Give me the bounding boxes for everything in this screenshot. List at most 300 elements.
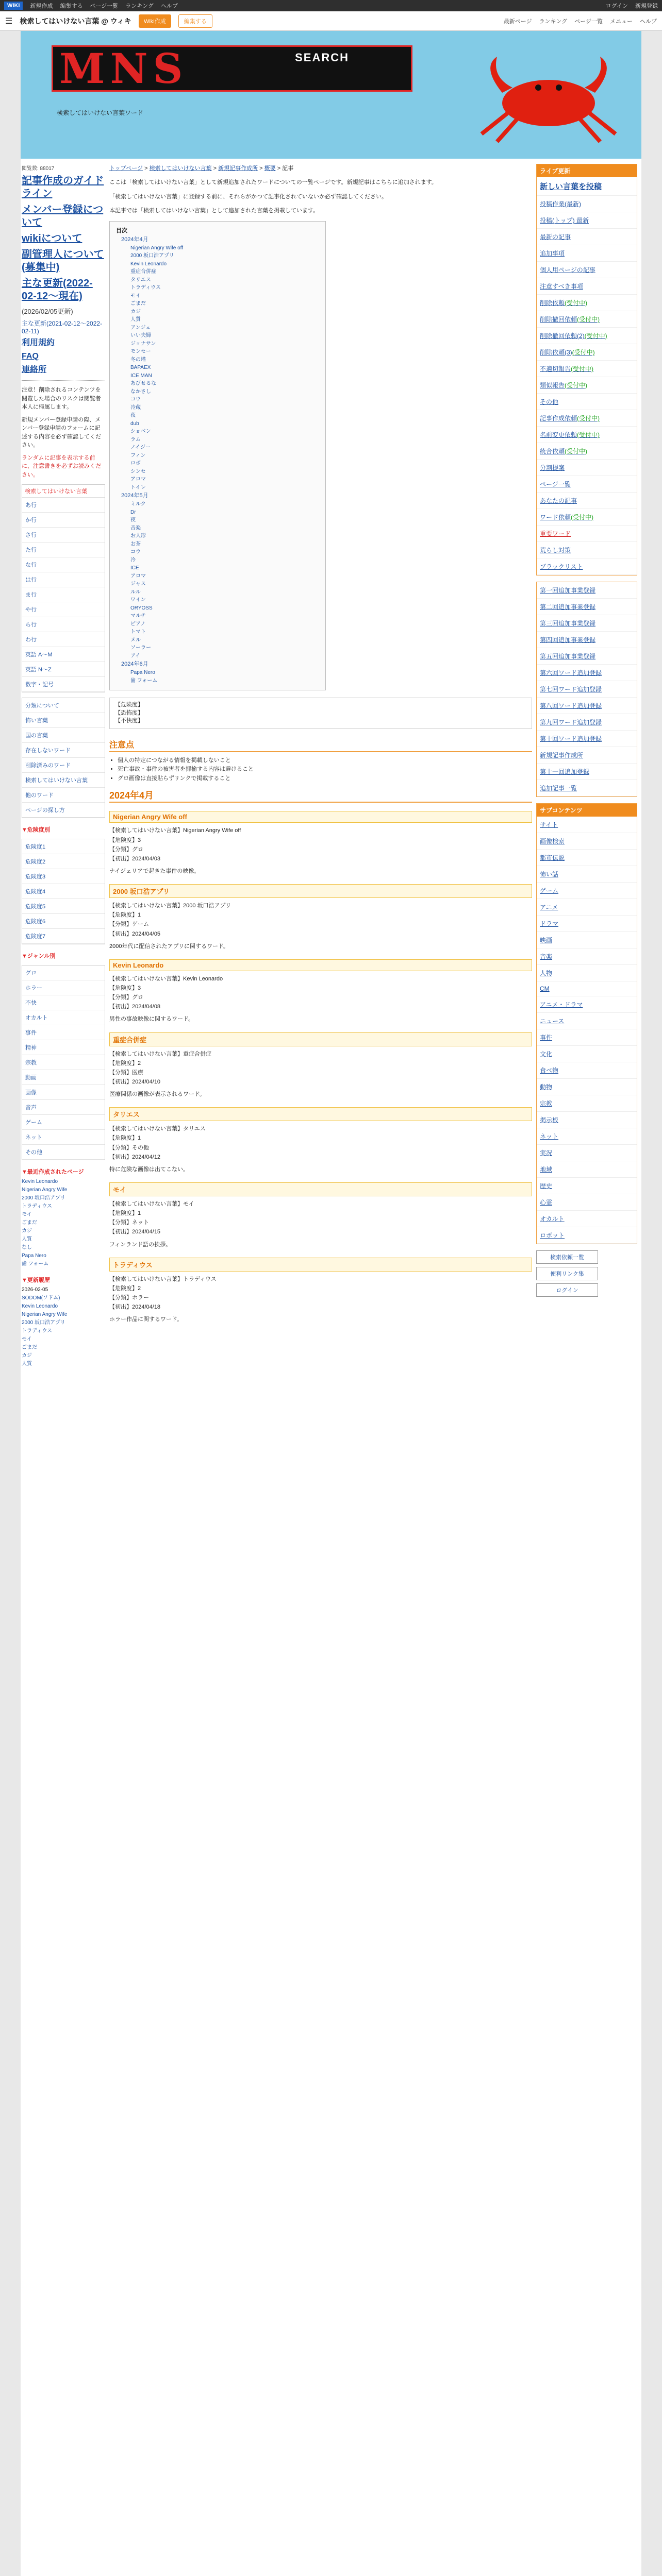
toc-heading[interactable]: 2024年4月	[121, 236, 148, 243]
kana-link[interactable]: た行	[22, 543, 105, 557]
old-updates-link[interactable]: 主な更新(2021-02-12～2022-02-11)	[22, 320, 103, 335]
toc-link[interactable]: ジャス	[130, 581, 146, 587]
topbar-link[interactable]: ヘルプ	[160, 3, 178, 9]
sidebar-link[interactable]	[537, 328, 637, 344]
toc-link[interactable]: Papa Nero	[130, 670, 155, 676]
sub-content-link[interactable]: 掲示板	[537, 1112, 637, 1128]
sub-content-link[interactable]: サイト	[537, 817, 637, 833]
registration-link[interactable]: 第五回追加事業登録	[537, 648, 637, 665]
history-link[interactable]: トラディウス	[22, 1328, 52, 1334]
kana-link[interactable]: 英語 A～M	[22, 647, 105, 662]
danger-level-link[interactable]: 危険度5	[22, 899, 105, 914]
toc-link[interactable]: トイレ	[130, 484, 146, 490]
toc-link[interactable]: アンジェ	[130, 325, 151, 331]
sidebar-link-label: ワード依頼	[540, 514, 571, 521]
danger-level-link[interactable]: 危険度1	[22, 839, 105, 854]
toc-link[interactable]: ジョナサン	[130, 341, 156, 347]
entry-line: 【初出】2024/04/18	[109, 1304, 161, 1311]
registration-link[interactable]: 第一回追加事業登録	[537, 582, 637, 599]
toc-link[interactable]: 夜	[130, 517, 136, 523]
genre-link[interactable]: 音声	[22, 1100, 105, 1115]
entry-description: 男性の事故映像に関するワード。	[109, 1016, 194, 1023]
entry-line: 【初出】2024/04/05	[109, 930, 161, 937]
toc-link[interactable]: ごまだ	[130, 301, 146, 307]
entry-line: 【危険度】3	[109, 837, 141, 843]
intro-text: 「検索してはいけない言葉」に登録する前に、それらがかつて記事化されていないか必ず確認してください。	[109, 193, 387, 200]
entry-title: 2000 坂口浩アプリ	[109, 884, 532, 898]
toc-link[interactable]: ラム	[130, 436, 141, 443]
guideline-link[interactable]: 記事作成のガイドライン	[22, 175, 104, 199]
entry-body	[109, 1199, 532, 1249]
recent-page-link[interactable]: Kevin Leonardo	[22, 1179, 58, 1184]
entry-line: 【危険度】3	[109, 985, 141, 991]
sub-content-link[interactable]: 人物	[537, 965, 637, 981]
sub-content-link[interactable]: ロボット	[537, 1227, 637, 1244]
status-badge: (受付中)	[577, 431, 600, 438]
toc-link[interactable]: 夜	[130, 413, 136, 419]
nav-menu[interactable]: メニュー	[610, 18, 633, 25]
wiki-brand-link[interactable]: WIKI	[4, 2, 23, 10]
toc-link[interactable]: お茶	[130, 541, 141, 547]
site-header	[21, 31, 641, 159]
sidebar-link[interactable]	[537, 460, 637, 476]
genre-link[interactable]: グロ	[22, 965, 105, 980]
sub-content-link[interactable]: 音楽	[537, 948, 637, 965]
sidebar-link[interactable]	[537, 278, 637, 295]
sidebar-link[interactable]	[537, 476, 637, 493]
info-table	[109, 698, 532, 728]
left-sidebar	[22, 164, 105, 1368]
sidebar-link-label: 新しい言葉を投稿	[540, 182, 602, 191]
toc-link[interactable]: トマト	[130, 629, 146, 635]
toc-link[interactable]: BAPAEX	[130, 365, 151, 371]
toc-link[interactable]: アロマ	[130, 573, 146, 579]
sub-content-link[interactable]: 怖い話	[537, 866, 637, 883]
kana-link[interactable]: ら行	[22, 617, 105, 632]
category-link[interactable]: 削除済みのワード	[22, 758, 105, 773]
toc-link[interactable]: dub	[130, 420, 139, 427]
recent-page-link[interactable]: ごまだ	[22, 1220, 37, 1226]
entry-line: 【初出】2024/04/12	[109, 1154, 161, 1160]
danger-level-link[interactable]: 危険度2	[22, 854, 105, 869]
category-link[interactable]: 国の言葉	[22, 728, 105, 743]
sub-content-link[interactable]: 食べ物	[537, 1062, 637, 1079]
contact-link[interactable]: 連絡所	[22, 365, 47, 374]
links-button[interactable]: 便利リンク集	[536, 1267, 598, 1280]
kana-link[interactable]: あ行	[22, 498, 105, 513]
update-date: (2026/02/05更新)	[22, 308, 73, 315]
toc-link[interactable]: 重症合併症	[130, 269, 156, 275]
genre-link[interactable]: その他	[22, 1145, 105, 1160]
entry-line: 【危険度】1	[109, 912, 141, 919]
category-link[interactable]: 分類について	[22, 698, 105, 713]
rule-item: • 個人の特定につながる情報を掲載しないこと	[118, 756, 532, 766]
entry-description: 特に危険な画像は出てこない。	[109, 1166, 189, 1173]
edit-button[interactable]: 編集する	[178, 14, 212, 28]
update-history-list	[22, 1286, 105, 1368]
category-link[interactable]: ページの探し方	[22, 803, 105, 818]
major-updates-link[interactable]: 主な更新(2022-02-12～現在)	[22, 278, 93, 302]
registration-link[interactable]: 第十一回追加登録	[537, 764, 637, 780]
sidebar-link[interactable]	[537, 245, 637, 262]
about-wiki-link[interactable]: wikiについて	[22, 233, 82, 244]
sidebar-link[interactable]	[537, 295, 637, 311]
create-wiki-button[interactable]: Wiki作成	[139, 14, 171, 28]
status-badge: (受付中)	[577, 415, 600, 422]
sidebar-link[interactable]	[537, 542, 637, 558]
sub-content-link[interactable]: 文化	[537, 1046, 637, 1062]
nav-page-list[interactable]: ページ一覧	[574, 18, 603, 25]
entry-title: 重症合併症	[109, 1032, 532, 1046]
kana-link[interactable]: な行	[22, 557, 105, 572]
toc-link[interactable]: あびせるな	[130, 381, 156, 387]
recent-page-link[interactable]: モイ	[22, 1212, 32, 1217]
box-title: サブコンテンツ	[537, 804, 637, 817]
registration-link[interactable]: 第二回追加事業登録	[537, 599, 637, 615]
category-link[interactable]: 他のワード	[22, 788, 105, 803]
box-title: ライブ更新	[537, 164, 637, 177]
toc-link[interactable]: 2000 坂口浩アプリ	[130, 253, 174, 259]
toc-link[interactable]: モンセー	[130, 349, 151, 355]
genre-link[interactable]: 不快	[22, 995, 105, 1010]
status-badge: (受付中)	[571, 514, 594, 521]
entry-line: 【分類】その他	[109, 1144, 149, 1151]
entry-title: タリエス	[109, 1107, 532, 1121]
danger-level-link[interactable]: 危険度4	[22, 884, 105, 899]
toc-link[interactable]: マルチ	[130, 613, 146, 619]
sidebar-link-label: 削除依頼(3)	[540, 349, 572, 356]
recent-page-link[interactable]: なし	[22, 1245, 32, 1250]
toc-link[interactable]: タリエス	[130, 277, 151, 283]
entry-body	[109, 826, 532, 876]
rules-heading: 注意点	[109, 738, 532, 752]
breadcrumb-link[interactable]: 検索してはいけない言葉	[149, 165, 212, 172]
category-box	[22, 698, 105, 818]
recent-pages-list	[22, 1178, 105, 1268]
genre-link[interactable]: 画像	[22, 1085, 105, 1100]
divider	[22, 380, 105, 381]
nav-help[interactable]: ヘルプ	[640, 18, 657, 25]
sidebar-link[interactable]	[537, 443, 637, 460]
sub-content-link[interactable]: 映画	[537, 932, 637, 948]
registration-link[interactable]: 第九回ワード追加登録	[537, 714, 637, 731]
sidebar-link[interactable]	[537, 196, 637, 212]
table-of-contents	[109, 221, 326, 691]
registration-link[interactable]: 第六回ワード追加登録	[537, 665, 637, 681]
entry-line: 【検索してはいけない言葉】Nigerian Angry Wife off	[109, 827, 241, 834]
entry-line: 【分類】医療	[109, 1069, 143, 1076]
crab-icon	[471, 52, 626, 144]
sub-content-link[interactable]: 実況	[537, 1145, 637, 1161]
sub-content-link[interactable]: ネット	[537, 1128, 637, 1145]
kana-link[interactable]: ま行	[22, 587, 105, 602]
toc-link[interactable]: 音楽	[130, 525, 141, 531]
registration-link[interactable]: 第十回ワード追加登録	[537, 731, 637, 747]
toc-link[interactable]: アロマ	[130, 477, 146, 483]
sidebar-link[interactable]	[537, 177, 637, 196]
genre-link[interactable]: 動画	[22, 1070, 105, 1085]
toc-list	[116, 244, 319, 492]
login-button[interactable]: ログイン	[536, 1283, 598, 1297]
sidebar-link[interactable]	[537, 558, 637, 575]
entry-title: Nigerian Angry Wife off	[109, 811, 532, 823]
nav-ranking[interactable]: ランキング	[539, 18, 568, 25]
toc-link[interactable]: ノイジー	[130, 445, 151, 451]
sidebar-link-label: ブラックリスト	[540, 563, 583, 570]
genre-link[interactable]: 宗教	[22, 1055, 105, 1070]
toc-link[interactable]: 冷蔵	[130, 404, 141, 411]
topbar-link[interactable]: 編集する	[60, 3, 83, 9]
topbar-link[interactable]: ランキング	[125, 3, 154, 9]
site-bar	[0, 11, 662, 31]
entry-line: 【分類】ゲーム	[109, 921, 149, 928]
month-heading: 2024年4月	[109, 788, 532, 803]
genre-link[interactable]: 事件	[22, 1025, 105, 1040]
entry-title: モイ	[109, 1182, 532, 1196]
sidebar-link[interactable]	[537, 394, 637, 410]
live-update-box	[536, 164, 637, 575]
sub-content-link[interactable]: 事件	[537, 1029, 637, 1046]
status-badge: (受付中)	[577, 316, 600, 323]
sidebar-link-label: 最新の記事	[540, 233, 571, 241]
section-title: ▼ジャンル別	[22, 953, 56, 959]
section-title: ▼最近作成されたページ	[22, 1169, 84, 1175]
sidebar-link-label: ページ一覧	[540, 481, 571, 488]
entry-body	[109, 1049, 532, 1099]
history-link[interactable]: Kevin Leonardo	[22, 1303, 58, 1309]
toc-link[interactable]: Nigerian Angry Wife off	[130, 245, 184, 251]
sidebar-link[interactable]	[537, 262, 637, 278]
toc-link[interactable]: 冷	[130, 557, 136, 563]
sidebar-link[interactable]	[537, 410, 637, 427]
toc-link[interactable]: Dr	[130, 509, 136, 515]
sidebar-link-label: 重要ワード	[540, 530, 571, 537]
table-row: 【危険度】	[115, 702, 143, 708]
sub-content-link[interactable]: ニュース	[537, 1013, 637, 1029]
status-badge: (受付中)	[584, 332, 607, 340]
registration-link[interactable]: 第八回ワード追加登録	[537, 698, 637, 714]
category-link[interactable]: 存在しないワード	[22, 743, 105, 758]
entry-description: ホラー作品に関するワード。	[109, 1316, 183, 1323]
toc-link[interactable]: 人質	[130, 317, 141, 323]
danger-level-link[interactable]: 危険度3	[22, 869, 105, 884]
toc-link[interactable]: アイ	[130, 653, 141, 659]
sidebar-link-label: 名前変更依頼	[540, 431, 577, 438]
sub-content-link[interactable]: アニメ・ドラマ	[537, 996, 637, 1013]
faq-link[interactable]: FAQ	[22, 352, 39, 361]
sidebar-link[interactable]	[537, 344, 637, 361]
toc-link[interactable]: メル	[130, 637, 141, 643]
sub-content-link[interactable]: オカルト	[537, 1211, 637, 1227]
toc-link[interactable]: ICE MAN	[130, 372, 152, 379]
kana-index-box	[22, 484, 105, 692]
toc-link[interactable]: ピアノ	[130, 621, 146, 627]
danger-level-link[interactable]: 危険度7	[22, 929, 105, 944]
topbar-link[interactable]: 新規作成	[30, 3, 53, 9]
history-link[interactable]: 2000 坂口浩アプリ	[22, 1320, 65, 1326]
login-link[interactable]: ログイン	[605, 3, 628, 9]
sidebar-link-label: 投稿作業(最新)	[540, 200, 581, 208]
toc-link[interactable]: いい夫婦	[130, 333, 151, 339]
toc-link[interactable]: ルル	[130, 589, 141, 595]
notice-text: 新規メンバー登録申請の際、メンバー登録申請のフォームに記述する内容を必ず確認してください。	[22, 416, 101, 448]
sub-content-link[interactable]: アニメ	[537, 899, 637, 916]
toc-link[interactable]: ショベン	[130, 429, 151, 435]
toc-link[interactable]: モイ	[130, 293, 141, 299]
toc-link[interactable]: ワイン	[130, 597, 146, 603]
toc-link[interactable]: トラディウス	[130, 285, 161, 291]
register-link[interactable]: 新規登録	[635, 3, 658, 9]
sidebar-link[interactable]	[537, 509, 637, 526]
kana-link[interactable]: 英語 N～Z	[22, 662, 105, 677]
toc-link[interactable]: お人形	[130, 533, 146, 539]
sub-content-link[interactable]: 地域	[537, 1161, 637, 1178]
recent-page-link[interactable]: 2000 坂口浩アプリ	[22, 1195, 65, 1201]
registration-link[interactable]: 第三回追加事業登録	[537, 615, 637, 632]
site-logo[interactable]	[52, 45, 412, 92]
entry-line: 【分類】グロ	[109, 994, 143, 1001]
entry-line: 【分類】グロ	[109, 846, 143, 853]
genre-link[interactable]: 精神	[22, 1040, 105, 1055]
entry-line: 【分類】ホラー	[109, 1294, 149, 1301]
entry-description: 医療関係の画像が表示されるワード。	[109, 1091, 206, 1098]
toc-link[interactable]: ORYOSS	[130, 605, 153, 611]
sub-content-link[interactable]: 都市伝説	[537, 850, 637, 866]
kana-link[interactable]: さ行	[22, 528, 105, 543]
kana-link[interactable]: は行	[22, 572, 105, 587]
recent-page-link[interactable]: Papa Nero	[22, 1253, 46, 1259]
sidebar-link[interactable]	[537, 526, 637, 542]
toc-link[interactable]: ロボ	[130, 461, 141, 467]
sidebar-link-label: 統合依頼	[540, 448, 565, 455]
sidebar-link[interactable]	[537, 427, 637, 443]
toc-heading[interactable]: 2024年5月	[121, 493, 148, 499]
breadcrumb: トップページ > 検索してはいけない言葉 > 新規記事作成所 > 概要 > 記事	[109, 165, 294, 172]
box-title: 検索してはいけない言葉	[22, 485, 105, 498]
status-badge: (受付中)	[565, 448, 588, 455]
sub-admin-link[interactable]: 副管理人について(募集中)	[22, 249, 104, 273]
sub-content-link[interactable]: CM	[537, 981, 637, 996]
main-content	[109, 164, 532, 1327]
history-link[interactable]: モイ	[22, 1336, 32, 1342]
toc-link[interactable]: Kevin Leonardo	[130, 261, 167, 267]
sidebar-link[interactable]	[537, 229, 637, 245]
search-request-button[interactable]: 検索依頼一覧	[536, 1250, 598, 1264]
live-update-list	[537, 177, 637, 575]
toc-list	[116, 669, 319, 685]
sidebar-link-label: あなたの記事	[540, 497, 577, 504]
category-link[interactable]: 怖い言葉	[22, 713, 105, 728]
table-row: 【恐怖度】	[115, 709, 143, 716]
sidebar-link-label: 削除撤回依頼	[540, 316, 577, 323]
sidebar-link[interactable]	[537, 361, 637, 377]
kana-link[interactable]: わ行	[22, 632, 105, 647]
registration-link[interactable]: 新規記事作成所	[537, 747, 637, 764]
sub-content-link[interactable]: 動物	[537, 1079, 637, 1095]
sidebar-link[interactable]	[537, 377, 637, 394]
member-registration-link[interactable]: メンバー登録について	[22, 204, 104, 228]
toc-link[interactable]: フィン	[130, 452, 146, 459]
toc-link[interactable]: なかさし	[130, 388, 151, 395]
genre-link[interactable]: ネット	[22, 1130, 105, 1145]
history-link[interactable]: Nigerian Angry Wife	[22, 1312, 68, 1317]
history-link[interactable]: 人質	[22, 1361, 32, 1367]
registration-link[interactable]: 第七回ワード追加登録	[537, 681, 637, 698]
status-badge: (受付中)	[572, 349, 595, 356]
breadcrumb-link[interactable]: 新規記事作成所	[218, 165, 258, 172]
sub-content-link[interactable]: ゲーム	[537, 883, 637, 899]
genre-link[interactable]: ゲーム	[22, 1115, 105, 1130]
recent-page-link[interactable]: トラディウス	[22, 1204, 52, 1209]
topbar-link[interactable]: ページ一覧	[90, 3, 119, 9]
toc-link[interactable]: コウ	[130, 549, 141, 555]
nav-recent[interactable]: 最新ページ	[503, 18, 532, 25]
sub-content-link[interactable]: 心霊	[537, 1194, 637, 1211]
registration-link[interactable]: 追加記事一覧	[537, 780, 637, 796]
toc-link[interactable]: ミルク	[130, 501, 146, 507]
toc-heading[interactable]: 2024年6月	[121, 661, 148, 668]
rule-item: • グロ画像は直接貼らずリンクで掲載すること	[118, 774, 532, 784]
toc-link[interactable]: コウ	[130, 397, 141, 403]
site-title[interactable]: 検索してはいけない言葉 @ ウィキ	[20, 16, 131, 25]
sidebar-link-label: 注意すべき事項	[540, 283, 583, 290]
sub-content-link[interactable]: 歴史	[537, 1178, 637, 1194]
registration-link[interactable]: 第四回追加事業登録	[537, 632, 637, 648]
recent-page-link[interactable]: カジ	[22, 1228, 32, 1234]
genre-link[interactable]: ホラー	[22, 980, 105, 995]
top-bar	[0, 0, 662, 11]
sidebar-link-label: 投稿(トップ) 最新	[540, 217, 589, 224]
toc-link[interactable]: ソーラー	[130, 645, 151, 651]
history-link[interactable]: カジ	[22, 1353, 32, 1359]
terms-link[interactable]: 利用規約	[22, 338, 55, 347]
sidebar-link-label: 類似報告	[540, 382, 565, 389]
sub-content-link[interactable]: 画像検索	[537, 833, 637, 850]
menu-icon[interactable]: ☰	[5, 16, 13, 26]
history-link[interactable]: ごまだ	[22, 1345, 37, 1350]
breadcrumb-link[interactable]: 概要	[264, 165, 276, 172]
entry-description: ナイジェリアで起きた事件の映像。	[109, 868, 200, 874]
recent-page-link[interactable]: 人質	[22, 1236, 32, 1242]
breadcrumb-link[interactable]: トップページ	[109, 165, 143, 172]
toc-link[interactable]: 冬の塔	[130, 357, 146, 363]
kana-link[interactable]: や行	[22, 602, 105, 617]
entry-line: 【初出】2024/04/03	[109, 855, 161, 862]
danger-level-link[interactable]: 危険度6	[22, 914, 105, 929]
toc-link[interactable]: カジ	[130, 309, 141, 315]
sub-content-list	[537, 817, 637, 1244]
sidebar-link[interactable]	[537, 311, 637, 328]
toc-link[interactable]: ICE	[130, 565, 139, 571]
history-link[interactable]: SODOM(ソドム)	[22, 1295, 60, 1301]
sidebar-link[interactable]	[537, 493, 637, 509]
recent-page-link[interactable]: Nigerian Angry Wife	[22, 1187, 68, 1193]
sub-content-link[interactable]: ドラマ	[537, 916, 637, 932]
sidebar-link[interactable]	[537, 212, 637, 229]
entry-description: 2000年代に配信されたアプリに関するワード。	[109, 943, 229, 950]
toc-link[interactable]: 歯 フォーム	[130, 677, 158, 684]
category-link[interactable]: 検索してはいけない言葉	[22, 773, 105, 788]
genre-link[interactable]: オカルト	[22, 1010, 105, 1025]
entry-body	[109, 901, 532, 951]
status-badge: (受付中)	[565, 382, 588, 389]
sub-content-box	[536, 803, 637, 1244]
sub-content-link[interactable]: 宗教	[537, 1095, 637, 1112]
kana-link[interactable]: か行	[22, 513, 105, 528]
recent-page-link[interactable]: 歯 フォーム	[22, 1261, 49, 1267]
kana-link[interactable]: 数字・記号	[22, 677, 105, 692]
toc-link[interactable]: シンセ	[130, 468, 146, 474]
